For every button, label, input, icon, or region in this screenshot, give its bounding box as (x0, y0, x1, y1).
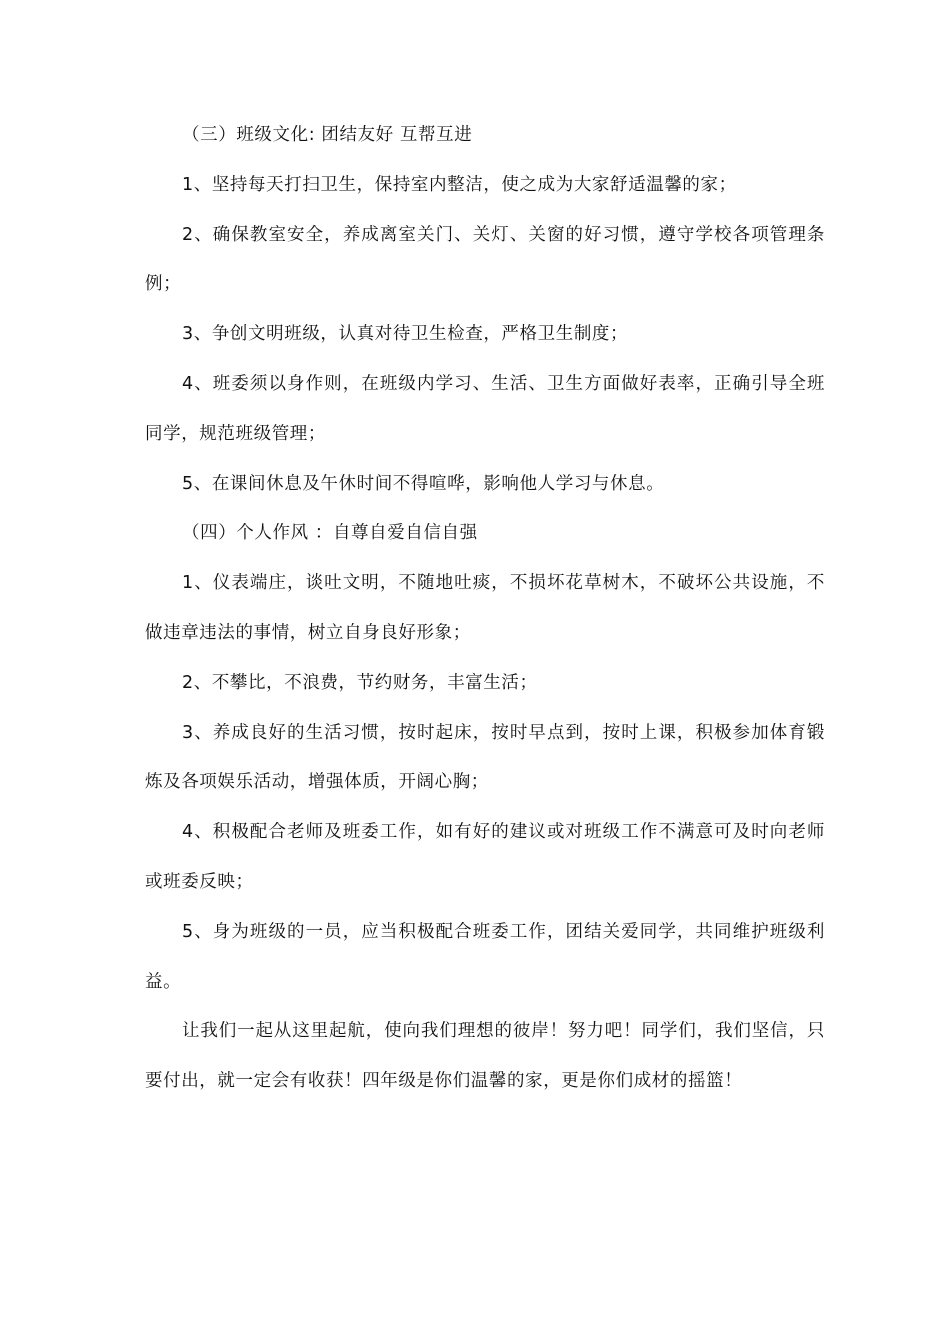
rule-item: 3、争创文明班级，认真对待卫生检查，严格卫生制度； (182, 324, 629, 345)
document-body (145, 111, 825, 1107)
closing-paragraph: 让我们一起从这里起航，使向我们理想的彼岸！努力吧！同学们，我们坚信，只要付出，就一定会有收获！四年级是你们温馨的家，更是你们成材的摇篮！ (145, 1021, 825, 1092)
rule-item: 3、养成良好的生活习惯，按时起床，按时早点到，按时上课，积极参加体育锻炼及各项娱乐活动，增强体质，开阔心胸； (145, 722, 825, 793)
rule-item: 4、班委须以身作则，在班级内学习、生活、卫生方面做好表率，正确引导全班同学，规范班级管理； (145, 373, 825, 444)
rule-item: 2、确保教室安全，养成离室关门、关灯、关窗的好习惯，遵守学校各项管理条例； (145, 224, 825, 295)
rule-item: 1、仪表端庄，谈吐文明，不随地吐痰，不损坏花草树木，不破坏公共设施，不做违章违法的事情，树立自身良好形象； (145, 573, 825, 643)
section-heading-class-culture: （三）班级文化: 团结友好 互帮互进 (182, 125, 473, 145)
rule-item: 2、不攀比，不浪费，节约财务，丰富生活； (182, 672, 538, 693)
rule-item: 4、积极配合老师及班委工作，如有好的建议或对班级工作不满意可及时向老师或班委反映； (145, 822, 825, 892)
section-heading-personal-style: （四）个人作风 ：自尊自爱自信自强 (182, 523, 478, 544)
rule-item: 5、在课间休息及午休时间不得喧哗，影响他人学习与休息。 (182, 473, 665, 494)
rule-item: 1、坚持每天打扫卫生，保持室内整洁，使之成为大家舒适温馨的家； (182, 174, 737, 195)
rule-item: 5、身为班级的一员，应当积极配合班委工作，团结关爱同学，共同维护班级利益。 (145, 921, 825, 992)
